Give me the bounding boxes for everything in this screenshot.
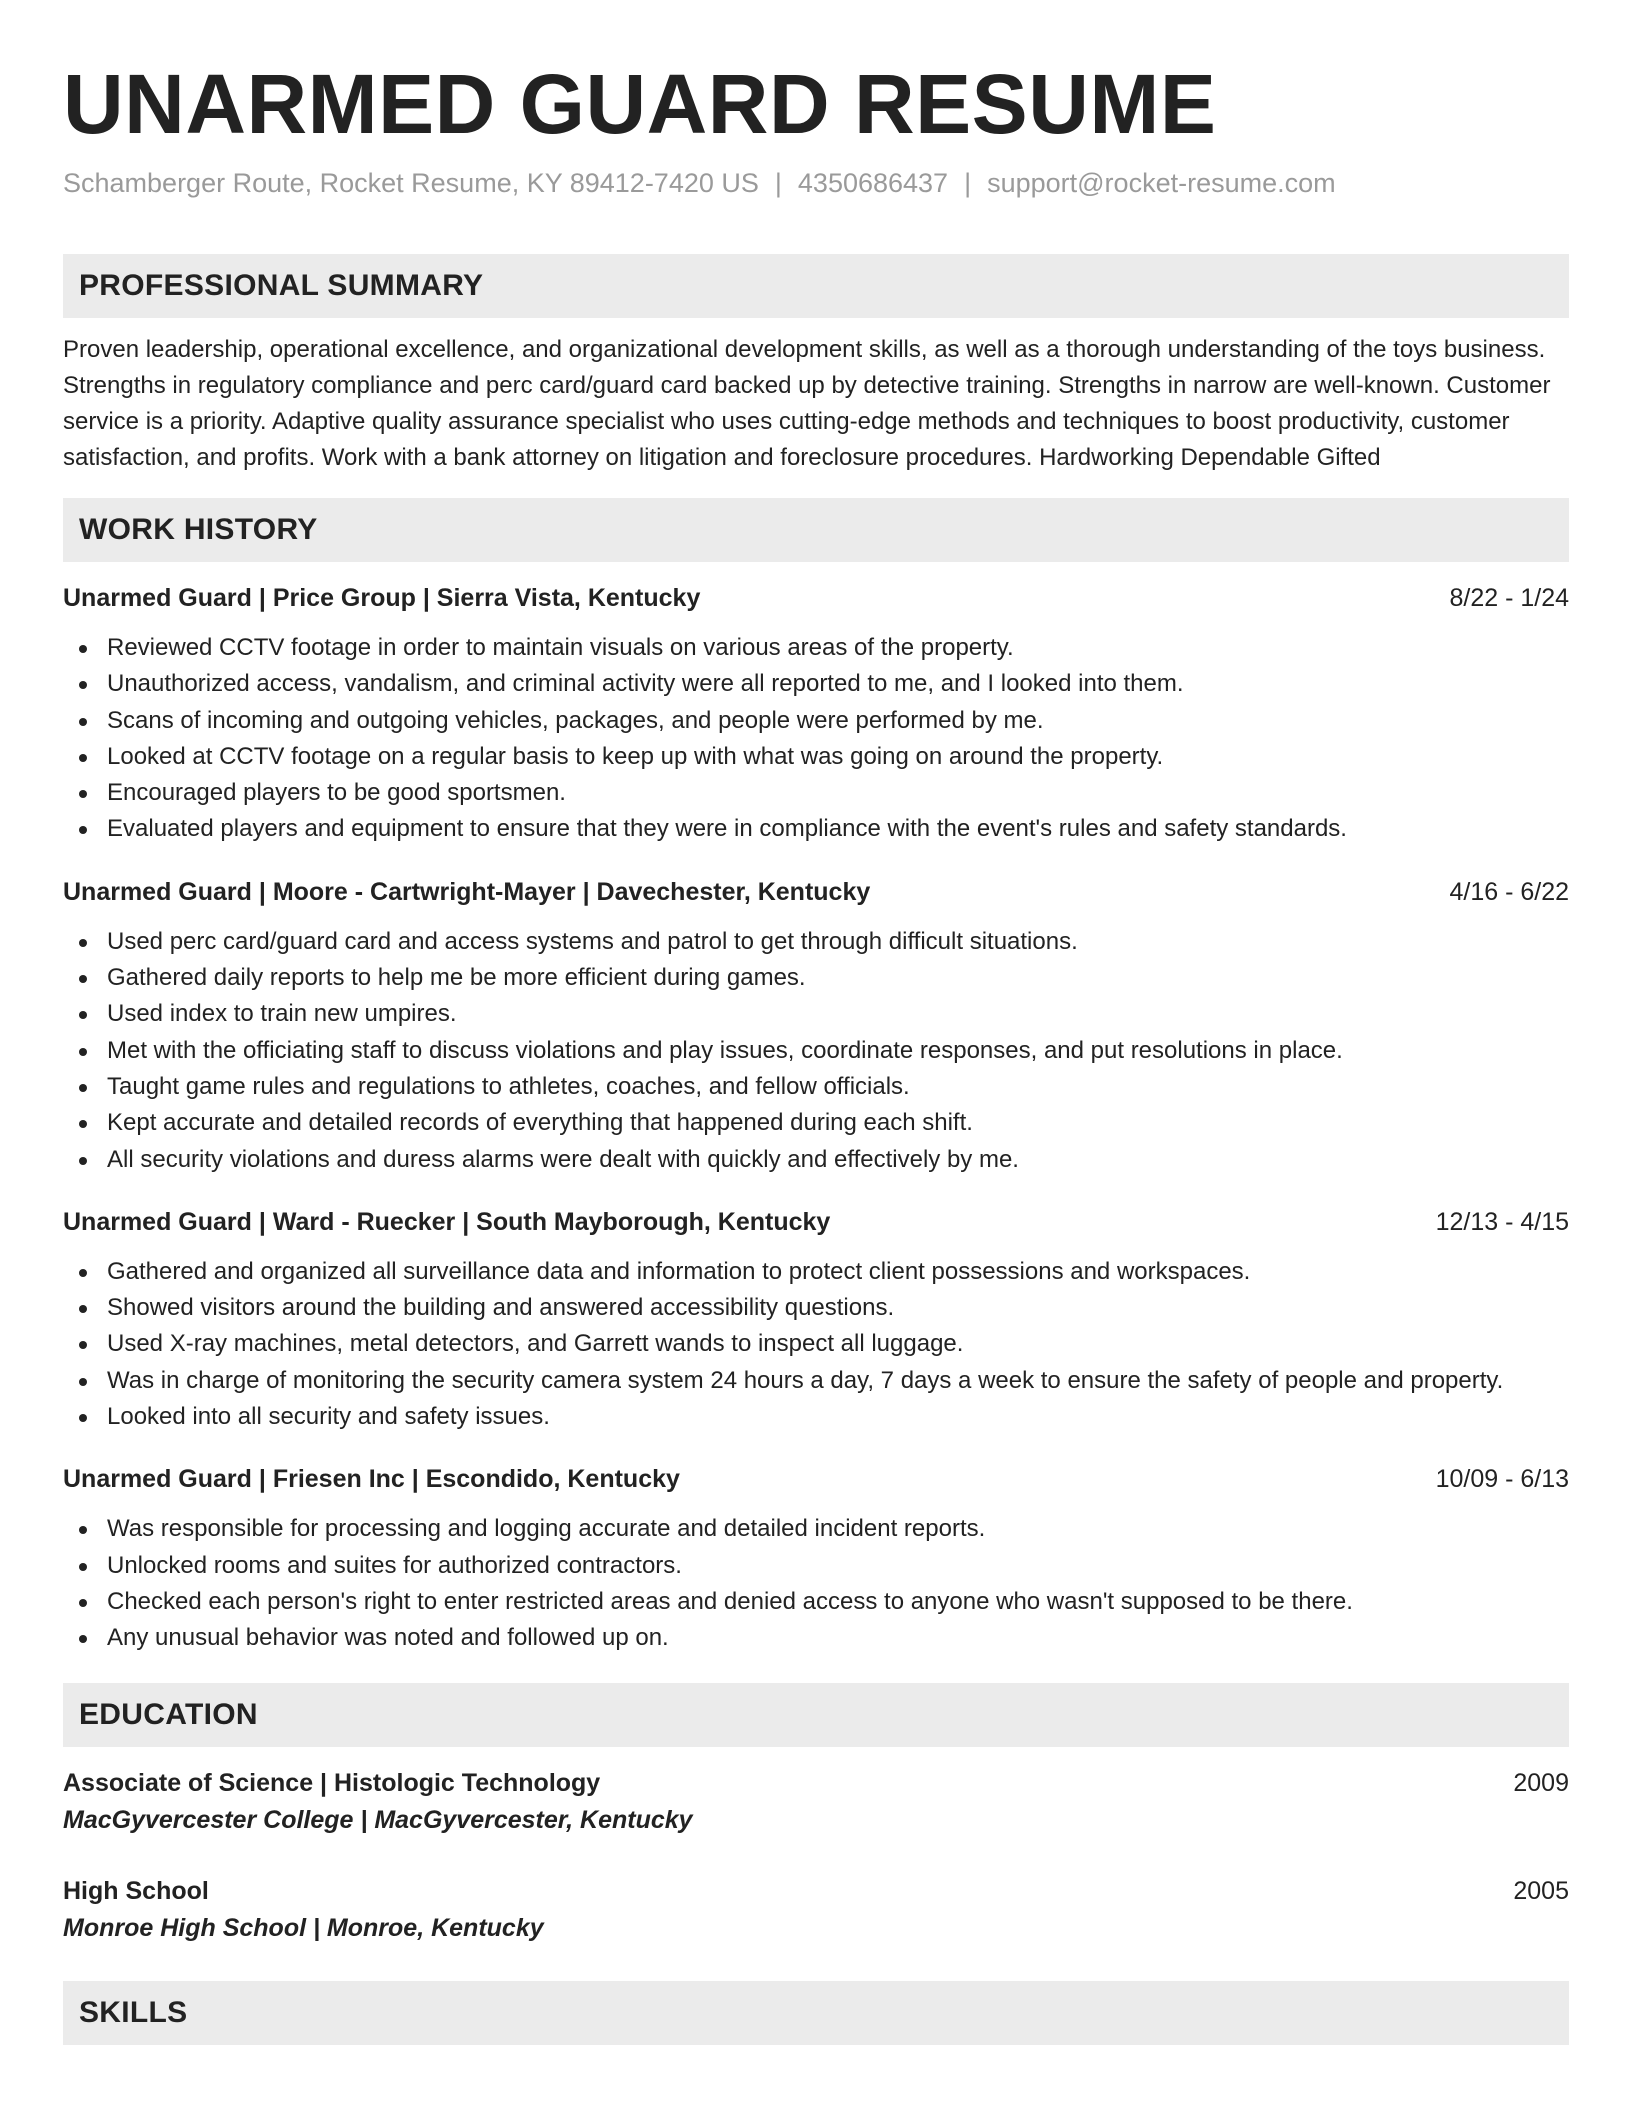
summary-heading: PROFESSIONAL SUMMARY <box>63 254 1569 318</box>
job-bullet: Any unusual behavior was noted and followed up on. <box>63 1620 1569 1656</box>
job-bullet: Gathered and organized all surveillance data and information to protect client possessions and workspaces. <box>63 1254 1569 1290</box>
job-dates: 12/13 - 4/15 <box>1435 1207 1569 1236</box>
education-degree: High School <box>63 1876 209 1905</box>
job-title: Unarmed Guard | Ward - Ruecker | South Mayborough, Kentucky <box>63 1207 831 1236</box>
job-bullet-list <box>63 1254 1569 1435</box>
job-bullet-list <box>63 1511 1569 1656</box>
contact-email: support@rocket-resume.com <box>987 168 1336 198</box>
job-bullet: All security violations and duress alarms were dealt with quickly and effectively by me. <box>63 1142 1569 1178</box>
education-section <box>63 1683 1569 1947</box>
job-dates: 4/16 - 6/22 <box>1449 877 1569 906</box>
summary-section <box>63 254 1569 476</box>
job-entry <box>63 1461 1569 1656</box>
contact-address: Schamberger Route, Rocket Resume, KY 89412-7420 US <box>63 168 759 198</box>
education-school: Monroe High School | Monroe, Kentucky <box>63 1913 544 1942</box>
education-heading: EDUCATION <box>63 1683 1569 1747</box>
job-bullet: Looked into all security and safety issues. <box>63 1399 1569 1435</box>
job-bullet-list <box>63 630 1569 848</box>
job-bullet: Used index to train new umpires. <box>63 996 1569 1032</box>
job-header <box>63 1204 1569 1240</box>
contact-separator: | <box>964 168 972 198</box>
job-title: Unarmed Guard | Price Group | Sierra Vista, Kentucky <box>63 584 701 612</box>
job-bullet: Was in charge of monitoring the security camera system 24 hours a day, 7 days a week to ensure the safety of people and property. <box>63 1363 1569 1399</box>
job-bullet: Kept accurate and detailed records of everything that happened during each shift. <box>63 1105 1569 1141</box>
skills-heading: SKILLS <box>63 1981 1569 2045</box>
job-bullet: Taught game rules and regulations to athletes, coaches, and fellow officials. <box>63 1069 1569 1105</box>
job-bullet: Evaluated players and equipment to ensure that they were in compliance with the event's rules and safety standards. <box>63 811 1569 847</box>
education-header <box>63 1873 1569 1909</box>
job-bullet: Encouraged players to be good sportsmen. <box>63 775 1569 811</box>
job-bullet-list <box>63 924 1569 1178</box>
job-bullet: Unauthorized access, vandalism, and criminal activity were all reported to me, and I looked into them. <box>63 666 1569 702</box>
job-title: Unarmed Guard | Moore - Cartwright-Mayer | Davechester, Kentucky <box>63 877 871 906</box>
job-header <box>63 1461 1569 1497</box>
work-history-section <box>63 498 1569 1657</box>
job-header <box>63 874 1569 910</box>
job-header <box>63 580 1569 616</box>
education-year: 2009 <box>1513 1768 1569 1797</box>
job-entry <box>63 1204 1569 1435</box>
job-bullet: Showed visitors around the building and answered accessibility questions. <box>63 1290 1569 1326</box>
job-bullet: Unlocked rooms and suites for authorized contractors. <box>63 1548 1569 1584</box>
job-entry <box>63 580 1569 848</box>
job-bullet: Checked each person's right to enter restricted areas and denied access to anyone who wasn't supposed to be there. <box>63 1584 1569 1620</box>
job-bullet: Scans of incoming and outgoing vehicles, packages, and people were performed by me. <box>63 703 1569 739</box>
education-degree: Associate of Science | Histologic Technology <box>63 1768 601 1797</box>
job-dates: 8/22 - 1/24 <box>1449 584 1569 612</box>
education-entry <box>63 1873 1569 1947</box>
education-entry <box>63 1765 1569 1839</box>
job-entry <box>63 874 1569 1178</box>
job-bullet: Was responsible for processing and logging accurate and detailed incident reports. <box>63 1511 1569 1547</box>
contact-phone: 4350686437 <box>797 168 949 198</box>
work-history-heading: WORK HISTORY <box>63 498 1569 562</box>
education-header <box>63 1765 1569 1801</box>
summary-text: Proven leadership, operational excellence, and organizational development skills, as well as a thorough understanding of the toys business. Strengths in regulatory compliance and perc card/guard card backed up by detective training. Strengths in narrow are well-known. Customer service is a priority. Adaptive quality assurance specialist who uses cutting-edge methods and techniques to boost productivity, customer satisfaction, and profits. Work with a bank attorney on litigation and foreclosure procedures. Hardworking Dependable Gifted <box>63 336 1551 471</box>
contact-separator: | <box>774 168 782 198</box>
job-bullet: Looked at CCTV footage on a regular basis to keep up with what was going on around the property. <box>63 739 1569 775</box>
job-bullet: Reviewed CCTV footage in order to maintain visuals on various areas of the property. <box>63 630 1569 666</box>
job-dates: 10/09 - 6/13 <box>1435 1465 1569 1494</box>
contact-line <box>63 166 1569 200</box>
resume-title: UNARMED GUARD RESUME <box>63 57 1217 151</box>
skills-section <box>63 1981 1569 2045</box>
job-bullet: Gathered daily reports to help me be more efficient during games. <box>63 960 1569 996</box>
job-bullet: Used X-ray machines, metal detectors, and Garrett wands to inspect all luggage. <box>63 1326 1569 1362</box>
job-bullet: Used perc card/guard card and access systems and patrol to get through difficult situations. <box>63 924 1569 960</box>
education-school: MacGyvercester College | MacGyvercester, Kentucky <box>63 1805 693 1834</box>
resume-header <box>63 56 1569 200</box>
education-year: 2005 <box>1513 1876 1569 1905</box>
job-title: Unarmed Guard | Friesen Inc | Escondido, Kentucky <box>63 1465 680 1494</box>
job-bullet: Met with the officiating staff to discuss violations and play issues, coordinate responses, and put resolutions in place. <box>63 1033 1569 1069</box>
